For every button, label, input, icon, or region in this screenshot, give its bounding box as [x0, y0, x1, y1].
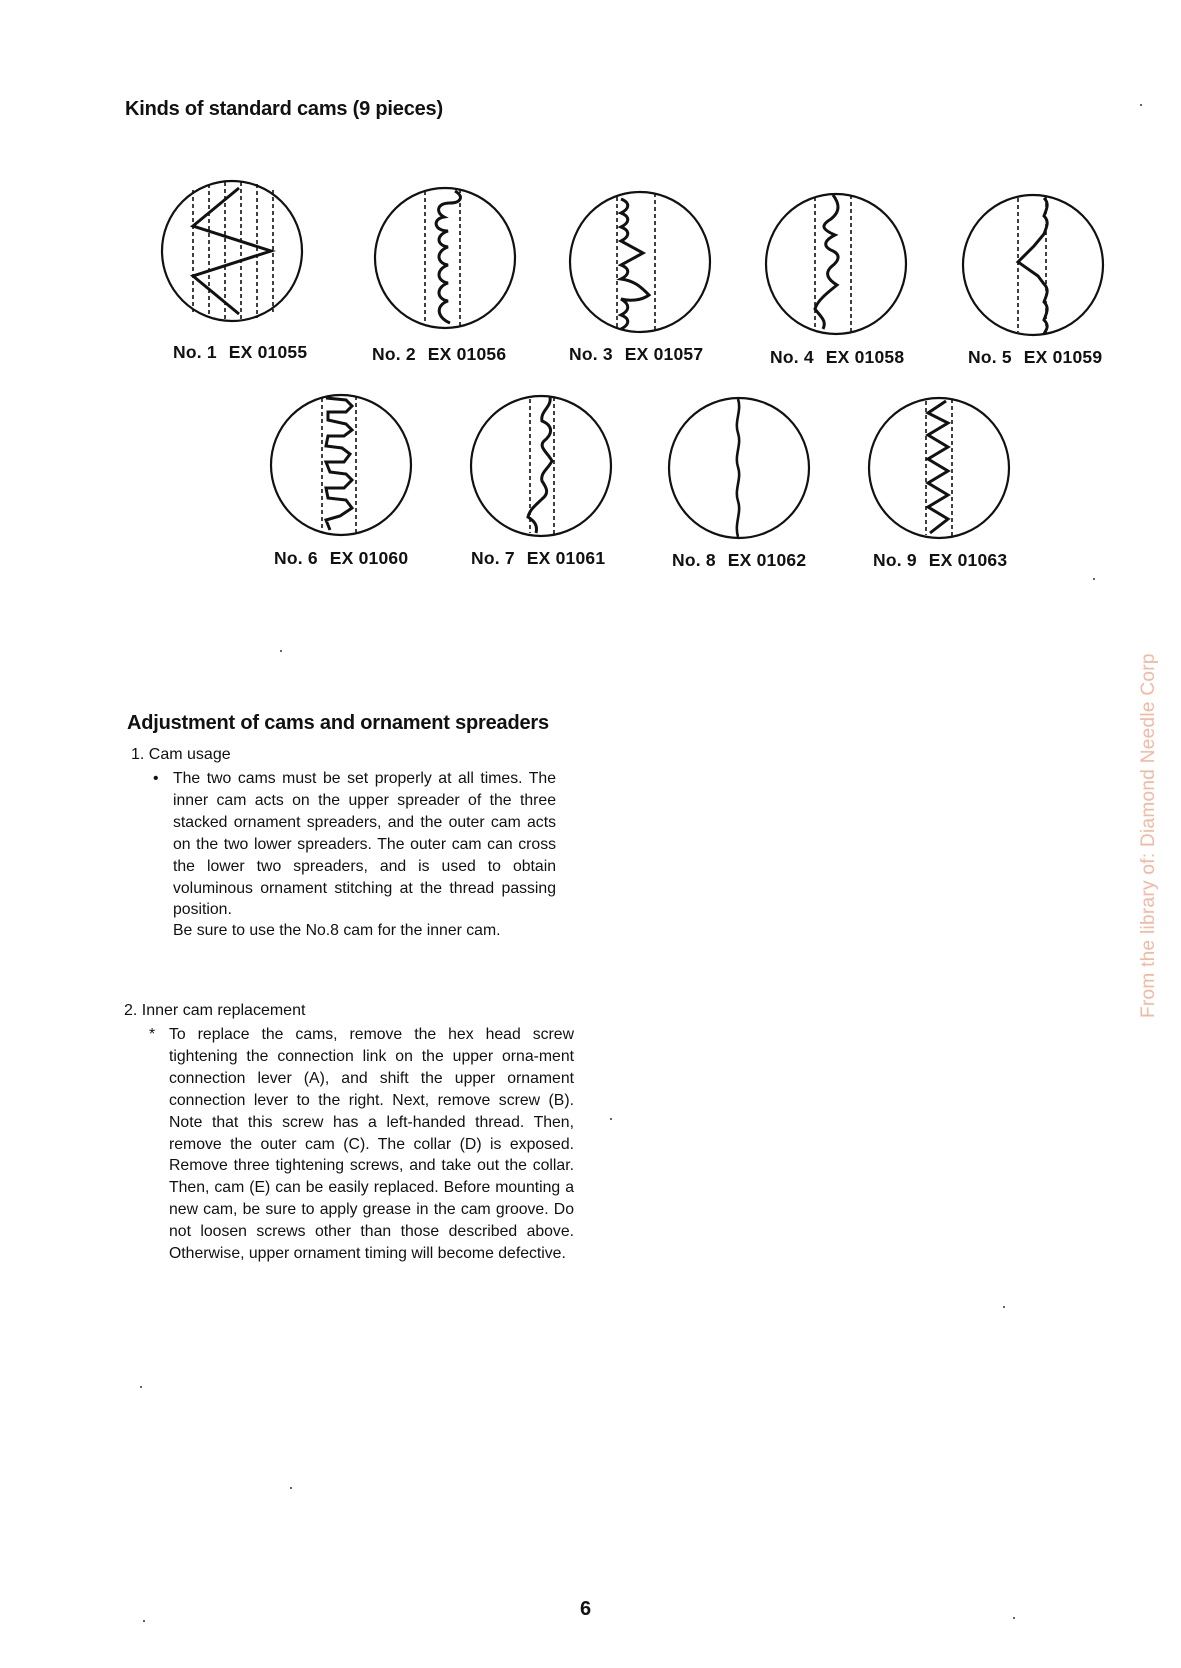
cam-8-label [672, 550, 806, 571]
straight-line-icon [664, 393, 814, 543]
adjustment-heading: Adjustment of cams and ornament spreaders [127, 712, 549, 734]
small-wave-icon [466, 391, 616, 541]
cam-1-diagram [157, 176, 307, 326]
cam-8-diagram [664, 393, 814, 543]
cam-number: No. 8 [672, 550, 716, 570]
double-bump-icon [761, 189, 911, 339]
cam-usage-note: Be sure to use the No.8 cam for the inner cam. [173, 922, 501, 939]
cam-2-diagram [370, 183, 520, 333]
cam-code: EX 01055 [228, 342, 308, 362]
cam-code: EX 01060 [329, 548, 409, 568]
standard-cams-heading: Kinds of standard cams (9 pieces) [125, 98, 443, 120]
small-zigzag-icon [864, 393, 1014, 543]
scan-speck [1093, 578, 1095, 580]
cam-code: EX 01058 [825, 347, 905, 367]
scan-speck [610, 1118, 612, 1120]
bullet-marker: * [149, 1026, 156, 1043]
cam-9-diagram [864, 393, 1014, 543]
bullet-marker: • [153, 770, 159, 787]
scan-speck [280, 650, 282, 652]
cam-usage-paragraph [153, 768, 556, 921]
cam-6-diagram [266, 390, 416, 540]
scan-speck [1013, 1617, 1015, 1619]
cam-number: No. 3 [569, 344, 613, 364]
cam-3-diagram [565, 187, 715, 337]
scan-speck [143, 1620, 145, 1622]
cam-code: EX 01063 [928, 550, 1008, 570]
cam-number: No. 1 [173, 342, 217, 362]
cam-1-label [173, 342, 307, 363]
cam-number: No. 6 [274, 548, 318, 568]
cam-number: No. 2 [372, 344, 416, 364]
scan-speck [140, 1386, 142, 1388]
cam-code: EX 01056 [427, 344, 507, 364]
cam-5-diagram [958, 190, 1108, 340]
inner-cam-replacement-title: 2. Inner cam replacement [124, 1002, 306, 1019]
cam-4-label [770, 347, 904, 368]
scan-speck [1140, 104, 1142, 106]
cam-number: No. 7 [471, 548, 515, 568]
cam-code: EX 01057 [624, 344, 704, 364]
cam-usage-title: 1. Cam usage [131, 746, 231, 763]
cam-4-diagram [761, 189, 911, 339]
cam-number: No. 9 [873, 550, 917, 570]
cam-2-label [372, 344, 506, 365]
single-peak-icon [958, 190, 1108, 340]
cam-5-label [968, 347, 1102, 368]
scan-speck [1003, 1306, 1005, 1308]
inner-cam-replacement-paragraph [149, 1024, 574, 1265]
large-zigzag-icon [157, 176, 307, 326]
library-watermark: From the library of: Diamond Needle Corp [1138, 653, 1159, 1018]
cam-code: EX 01059 [1023, 347, 1103, 367]
cam-6-label [274, 548, 408, 569]
scan-speck [290, 1487, 292, 1489]
cam-3-label [569, 344, 703, 365]
cam-number: No. 5 [968, 347, 1012, 367]
cam-usage-text: The two cams must be set properly at all times. The inner cam acts on the upper spreader of the three stacked ornament spreaders, and the outer cam acts on the two lower spreaders. The outer cam can cross the lower two spreaders, and is used to obtain voluminous ornament stitching at the thread passing position. [173, 770, 556, 919]
cam-code: EX 01062 [727, 550, 807, 570]
wave-dip-icon [565, 187, 715, 337]
cam-9-label [873, 550, 1007, 571]
inner-cam-replacement-text: To replace the cams, remove the hex head screw tightening the connection link on the upper orna-ment connection lever (A), and shift the upper ornament connection lever to the right. Next, remove screw (B). Note that this screw has a left-handed thread. Then, remove the outer cam (C). The collar (D) is exposed. Remove three tightening screws, and take out the collar. Then, cam (E) can be easily replaced. Before mounting a new cam, be sure to apply grease in the cam groove. Do not loosen screws other than those described above. Otherwise, upper ornament timing will become defective. [169, 1026, 574, 1263]
cam-7-diagram [466, 391, 616, 541]
page-number: 6 [580, 1598, 592, 1620]
cam-7-label [471, 548, 605, 569]
cam-number: No. 4 [770, 347, 814, 367]
scallop-wave-icon [370, 183, 520, 333]
cam-code: EX 01061 [526, 548, 606, 568]
step-wave-icon [266, 390, 416, 540]
